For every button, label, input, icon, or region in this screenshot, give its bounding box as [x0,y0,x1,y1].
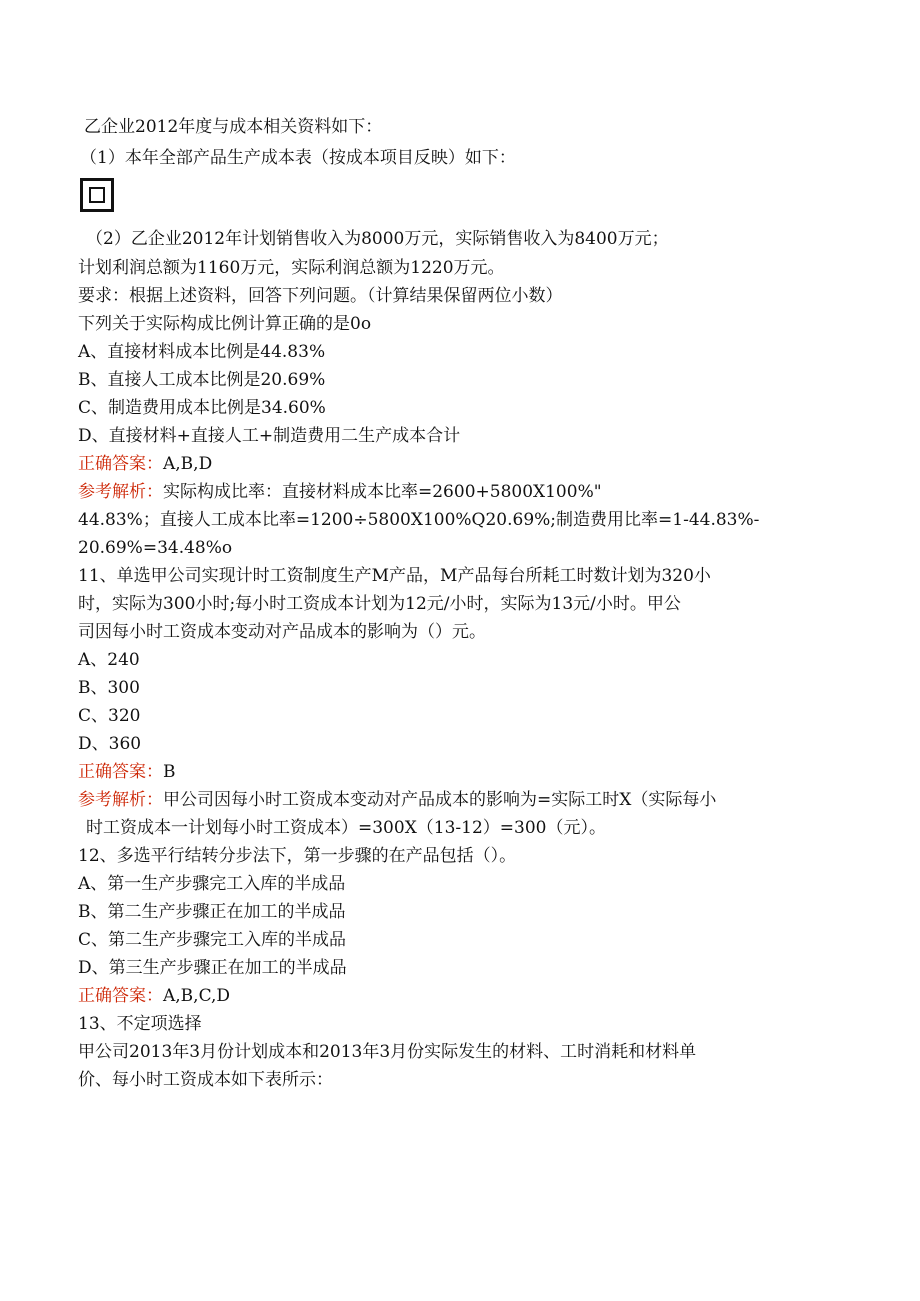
q11-line-3: 司因每小时工资成本变动对产品成本的影响为（）元。 [78,622,486,642]
q11-option-c: C、320 [78,706,141,726]
analysis-label: 参考解析： [78,482,163,502]
intro-line-5: 要求：根据上述资料，回答下列问题。（计算结果保留两位小数） [78,286,563,306]
q11-analysis-line-2: 时工资成本一计划每小时工资成本）=300X（13-12）=300（元）。 [86,818,606,838]
q13-line-2: 甲公司2013年3月份计划成本和2013年3月份实际发生的材料、工时消耗和材料单 [78,1042,697,1062]
intro-line-1: 乙企业2012年度与成本相关资料如下： [84,117,383,137]
q12-option-b: B、第二生产步骤正在加工的半成品 [78,902,346,922]
q13-line-3: 价、每小时工资成本如下表所示： [78,1070,333,1090]
answer-value: A,B,D [163,454,213,474]
q12-option-a: A、第一生产步骤完工入库的半成品 [78,874,346,894]
answer-value: A,B,C,D [163,986,231,1006]
q11-option-d: D、360 [78,734,142,754]
analysis-text: 实际构成比率：直接材料成本比率=2600+5800X100%" [163,482,602,502]
intro-line-2: （1）本年全部产品生产成本表（按成本项目反映）如下： [80,148,516,168]
intro-line-3: （2）乙企业2012年计划销售收入为8000万元，实际销售收入为8400万元； [86,229,669,249]
q12-option-d: D、第三生产步骤正在加工的半成品 [78,958,347,978]
q10-option-d: D、直接材料+直接人工+制造费用二生产成本合计 [78,426,461,446]
q13-line-1: 13、不定项选择 [78,1014,202,1034]
q11-option-b: B、300 [78,678,140,698]
q12-option-c: C、第二生产步骤完工入库的半成品 [78,930,347,950]
q10-analysis-line-3: 20.69%=34.48%o [78,538,233,558]
q10-option-c: C、制造费用成本比例是34.60% [78,398,326,418]
missing-image-icon [80,178,114,212]
q10-option-b: B、直接人工成本比例是20.69% [78,370,326,390]
question-prompt: 下列关于实际构成比例计算正确的是0o [78,314,372,334]
q11-analysis-line-1 [78,789,716,811]
analysis-label: 参考解析： [78,790,163,810]
analysis-text: 甲公司因每小时工资成本变动对产品成本的影响为=实际工时X（实际每小 [163,790,717,810]
q12-line-1: 12、多选平行结转分步法下，第一步骤的在产品包括（）。 [78,846,517,866]
q11-line-2: 时，实际为300小时;每小时工资成本计划为12元/小时，实际为13元/小时。甲公 [78,594,681,614]
q11-answer [78,761,176,783]
answer-label: 正确答案： [78,762,163,782]
q10-answer [78,453,212,475]
answer-value: B [163,762,176,782]
intro-line-4: 计划利润总额为1160万元，实际利润总额为1220万元。 [78,258,505,278]
q10-analysis-line-2: 44.83%；直接人工成本比率=1200÷5800X100%Q20.69%;制造费用比率=1-44.83%- [78,510,760,530]
q12-answer [78,985,230,1007]
q11-line-1: 11、单选甲公司实现计时工资制度生产M产品，M产品每台所耗工时数计划为320小 [78,566,711,586]
answer-label: 正确答案： [78,986,163,1006]
q11-option-a: A、240 [78,650,140,670]
answer-label: 正确答案： [78,454,163,474]
q10-option-a: A、直接材料成本比例是44.83% [78,342,326,362]
q10-analysis-line-1 [78,481,602,503]
